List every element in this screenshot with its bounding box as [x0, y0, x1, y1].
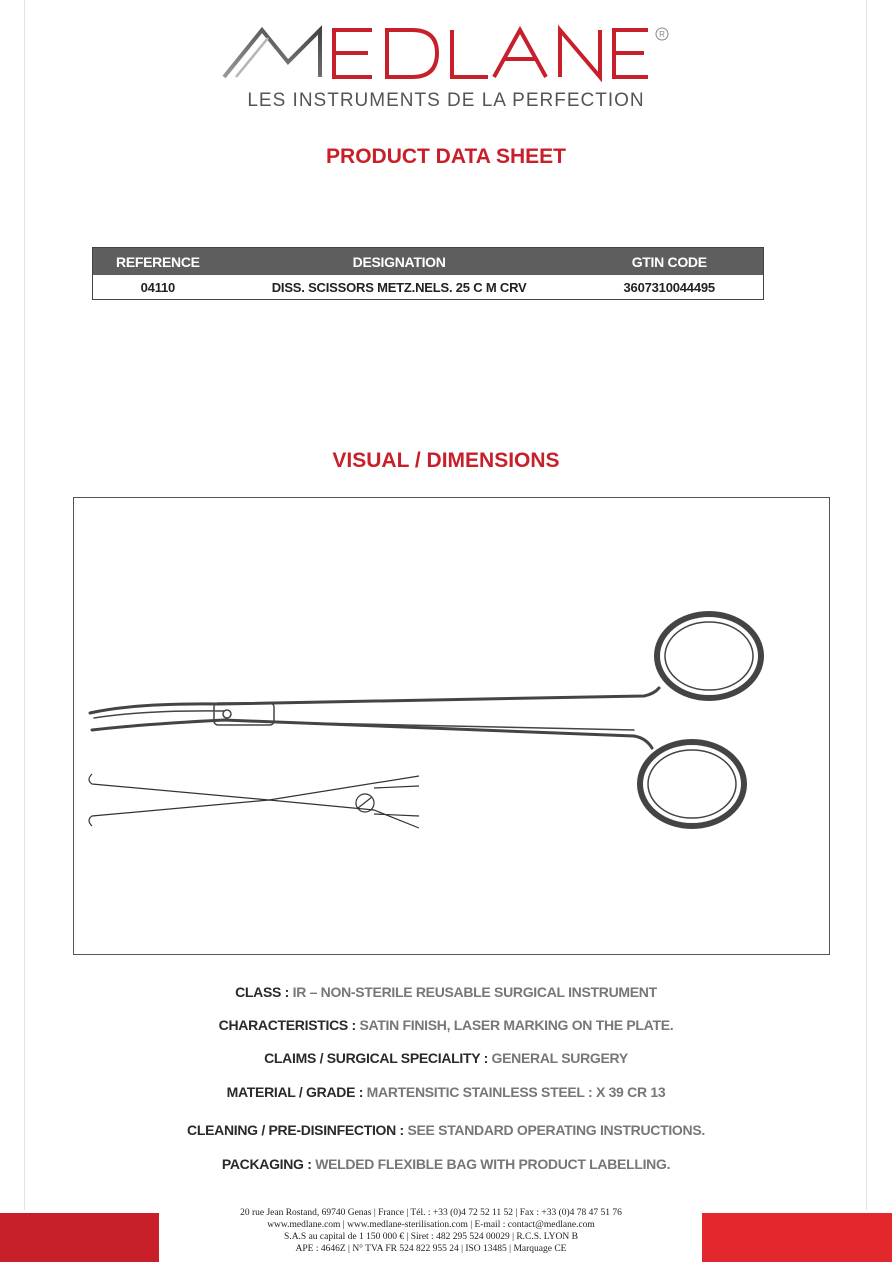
spec-label: CLAIMS / SURGICAL SPECIALITY :: [264, 1050, 488, 1066]
table-row: [93, 275, 764, 300]
spec-cleaning: [0, 1122, 892, 1138]
company-footer: [170, 1207, 692, 1255]
svg-text:R: R: [659, 30, 665, 39]
footer-accent-left: [0, 1213, 159, 1262]
product-visual-frame: [73, 497, 830, 955]
spec-label: MATERIAL / GRADE :: [226, 1084, 364, 1100]
spec-value: IR – NON-STERILE REUSABLE SURGICAL INSTRUMENT: [289, 984, 657, 1000]
tagline: LES INSTRUMENTS DE LA PERFECTION: [247, 90, 645, 111]
column-header-designation: DESIGNATION: [223, 248, 576, 276]
spec-label: PACKAGING :: [221, 1156, 312, 1172]
spec-value: SEE STANDARD OPERATING INSTRUCTIONS.: [403, 1122, 705, 1138]
gtin-cell: 3607310044495: [623, 279, 715, 295]
visual-dimensions-title: VISUAL / DIMENSIONS: [332, 449, 560, 472]
spec-value: WELDED FLEXIBLE BAG WITH PRODUCT LABELLING.: [311, 1156, 671, 1172]
product-data-sheet-title: PRODUCT DATA SHEET: [326, 145, 566, 168]
spec-packaging: [0, 1156, 892, 1172]
footer-accent-right: [702, 1213, 892, 1262]
spec-claims: [0, 1050, 892, 1066]
spec-label: CLEANING / PRE-DISINFECTION :: [187, 1122, 404, 1138]
spec-material: [0, 1084, 892, 1100]
spec-label: CLASS :: [235, 984, 290, 1000]
medlane-logo: [222, 22, 682, 82]
column-header-reference: REFERENCE: [93, 248, 223, 276]
footer-address: 20 rue Jean Rostand, 69740 Genas | France | Tél. : +33 (0)4 72 52 11 52 | Fax : +33 (0)4 78 47 51 76: [240, 1208, 622, 1218]
footer-legal: S.A.S au capital de 1 150 000 € | Siret : 482 295 524 00029 | R.C.S. LYON B: [284, 1232, 578, 1242]
designation-cell: DISS. SCISSORS METZ.NELS. 25 C M CRV: [271, 279, 527, 295]
column-header-gtin: GTIN CODE: [575, 248, 763, 276]
spec-label: CHARACTERISTICS :: [218, 1017, 356, 1033]
spec-value: MARTENSITIC STAINLESS STEEL : X 39 CR 13: [363, 1084, 666, 1100]
spec-characteristics: [0, 1017, 892, 1033]
spec-class: [0, 984, 892, 1000]
reference-table: [92, 247, 764, 300]
spec-value: GENERAL SURGERY: [487, 1050, 628, 1066]
scissors-illustration: [74, 498, 831, 956]
table-header-row: [93, 248, 764, 276]
footer-web: www.medlane.com | www.medlane-sterilisation.com | E-mail : contact@medlane.com: [267, 1220, 595, 1230]
reference-cell: 04110: [140, 279, 176, 295]
spec-value: SATIN FINISH, LASER MARKING ON THE PLATE.: [355, 1017, 674, 1033]
footer-registration: APE : 4646Z | N° TVA FR 524 822 955 24 | ISO 13485 | Marquage CE: [295, 1244, 567, 1254]
